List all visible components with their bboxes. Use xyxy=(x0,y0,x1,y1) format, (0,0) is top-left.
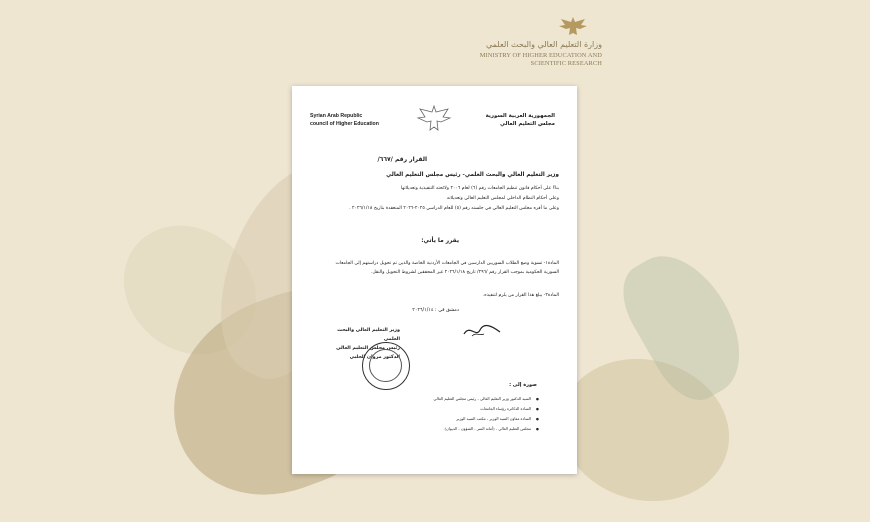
cc-item: ● مجلس التعليم العالي - (أمانة السر - الشؤون - الديوان) xyxy=(434,424,539,434)
decides-heading: يقرر ما يأتي: xyxy=(421,238,459,244)
issue-date: دمشق في : ٢٠٢٦/١/١٤ xyxy=(412,308,459,313)
preamble-line: بناءً على أحكام قانون تنظيم الجامعات رقم (٦) لعام ٢٠٠٦ ولائحته التنفيذية وتعديلاتها xyxy=(400,186,559,191)
cc-item: ● السيد الدكتور وزير التعليم العالي - رئيس مجلس التعليم العالي xyxy=(434,394,539,404)
cc-item: ● السادة الدكاترة رؤساء الجامعات xyxy=(434,404,539,414)
signatory-block: وزير التعليم العالي والبحث العلمي رئيس مجلس التعليم العالي الدكتور مروان الحلبي xyxy=(336,328,400,360)
eagle-logo-icon xyxy=(556,14,590,38)
cc-heading: صورة إلى : xyxy=(509,382,537,388)
issuer-title: وزير التعليم العالي والبحث العلمي- رئيس مجلس التعليم العالي xyxy=(386,172,559,178)
letterhead-english: Syrian Arab Republic council of Higher Education xyxy=(310,113,379,127)
article-2: المادة٢- يبلغ هذا القرار من يلزم لتنفيذه. xyxy=(482,293,559,298)
cc-list xyxy=(434,394,539,434)
preamble-line: وعلى ما أقره مجلس التعليم العالي في جلسته رقم (٥) للعام الدراسي ٢٠٢٥-٢٠٢٦ المنعقدة بتاريخ ٢٠٢٦/١/١٨ . xyxy=(349,206,559,211)
article-1: المادة١- تسوية وضع الطلاب السوريين الدارسين في الجامعات الأردنية الخاصة والذين تم تحويل دراستهم إلى الجامعات xyxy=(335,261,559,266)
signature-scribble xyxy=(462,322,502,340)
eagle-emblem-icon xyxy=(416,104,452,134)
cc-item: ● السادة معاون السيد الوزير - مكتب السيد الوزير xyxy=(434,414,539,424)
official-seal xyxy=(362,342,410,390)
letterhead-arabic: الجمهورية العربية السورية مجلس التعليم العالي xyxy=(485,113,555,127)
article-1-continued: السورية الحكومية بموجب القرار رقم /٢٩٦/ تاريخ ٢٠٢٦/١/١٨ غير المحققين لشروط التحويل والنقل. xyxy=(370,270,559,275)
preamble-line: وعلى أحكام النظام الداخلي لمجلس التعليم العالي وتعديلاته xyxy=(446,196,559,201)
ministry-name-english: MINISTRY OF HIGHER EDUCATION AND SCIENTIFIC RESEARCH xyxy=(479,52,602,67)
decision-number: القرار رقم /٦٦٧/ xyxy=(377,156,427,163)
ministry-name-arabic: وزارة التعليم العالي والبحث العلمي xyxy=(486,40,602,49)
decision-document xyxy=(292,86,577,474)
